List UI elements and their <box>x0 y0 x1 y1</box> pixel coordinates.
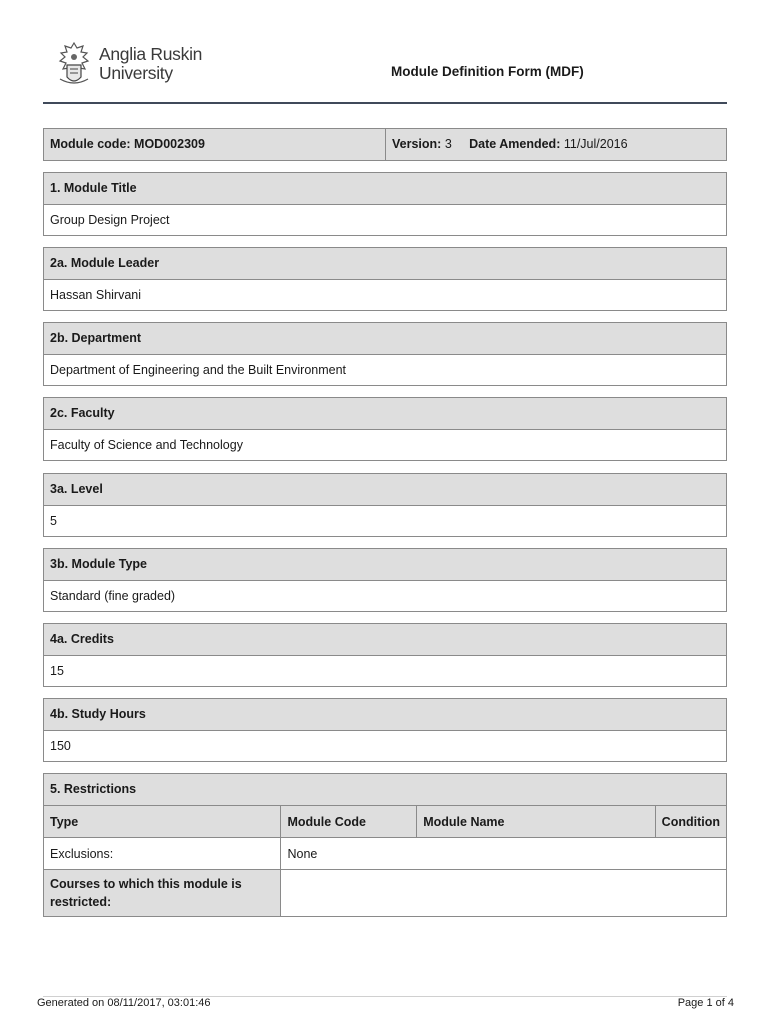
section-heading: 4a. Credits <box>44 624 726 656</box>
section-heading: 5. Restrictions <box>44 774 726 806</box>
section-module-type <box>43 548 727 612</box>
section-level <box>43 473 727 537</box>
section-value: Faculty of Science and Technology <box>44 430 726 460</box>
module-code-cell <box>44 129 386 160</box>
table-row <box>44 870 726 917</box>
section-module-title <box>43 172 727 236</box>
section-value: Standard (fine graded) <box>44 581 726 611</box>
crest-icon <box>55 39 93 89</box>
date-amended-value: 11/Jul/2016 <box>563 137 628 151</box>
section-heading: 4b. Study Hours <box>44 699 726 731</box>
section-value: Group Design Project <box>44 205 726 235</box>
document-title: Module Definition Form (MDF) <box>391 64 584 79</box>
section-study-hours <box>43 698 727 762</box>
section-module-leader <box>43 247 727 311</box>
section-heading: 2c. Faculty <box>44 398 726 430</box>
section-restrictions <box>43 773 727 917</box>
module-code-row <box>43 128 727 161</box>
courses-label-line-1: Courses to which this module is <box>50 877 242 891</box>
section-heading: 2a. Module Leader <box>44 248 726 280</box>
table-header-row <box>44 806 726 838</box>
version-value: 3 <box>444 137 452 151</box>
module-code-value: MOD002309 <box>134 137 205 151</box>
logo-wordmark <box>99 45 202 83</box>
section-heading: 1. Module Title <box>44 173 726 205</box>
column-header-type: Type <box>44 806 281 838</box>
generated-timestamp: Generated on 08/11/2017, 03:01:46 <box>37 997 211 1009</box>
courses-restricted-label <box>44 870 281 917</box>
date-amended-label: Date Amended: <box>469 137 561 151</box>
module-code-label: Module code: <box>50 137 131 151</box>
page-number: Page 1 of 4 <box>677 997 734 1009</box>
logo-line-1: Anglia Ruskin <box>99 44 203 64</box>
section-heading: 3b. Module Type <box>44 549 726 581</box>
column-header-module-name: Module Name <box>417 806 655 838</box>
logo-line-2: University <box>99 63 173 83</box>
section-value: 15 <box>44 656 726 686</box>
exclusions-value: None <box>281 838 726 870</box>
section-faculty <box>43 397 727 461</box>
section-value: 5 <box>44 506 726 536</box>
university-logo <box>55 38 202 90</box>
section-credits <box>43 623 727 687</box>
column-header-condition: Condition <box>655 806 726 838</box>
section-value: 150 <box>44 731 726 761</box>
courses-restricted-value <box>281 870 726 917</box>
restrictions-table <box>44 806 726 916</box>
table-row <box>44 838 726 870</box>
version-label: Version: <box>392 137 442 151</box>
version-cell <box>386 129 726 160</box>
exclusions-label: Exclusions: <box>44 838 281 870</box>
section-value: Hassan Shirvani <box>44 280 726 310</box>
section-heading: 3a. Level <box>44 474 726 506</box>
courses-label-line-2: restricted: <box>50 895 112 909</box>
header-divider <box>43 102 727 104</box>
section-department <box>43 322 727 386</box>
section-heading: 2b. Department <box>44 323 726 355</box>
column-header-module-code: Module Code <box>281 806 417 838</box>
section-value: Department of Engineering and the Built Environment <box>44 355 726 385</box>
